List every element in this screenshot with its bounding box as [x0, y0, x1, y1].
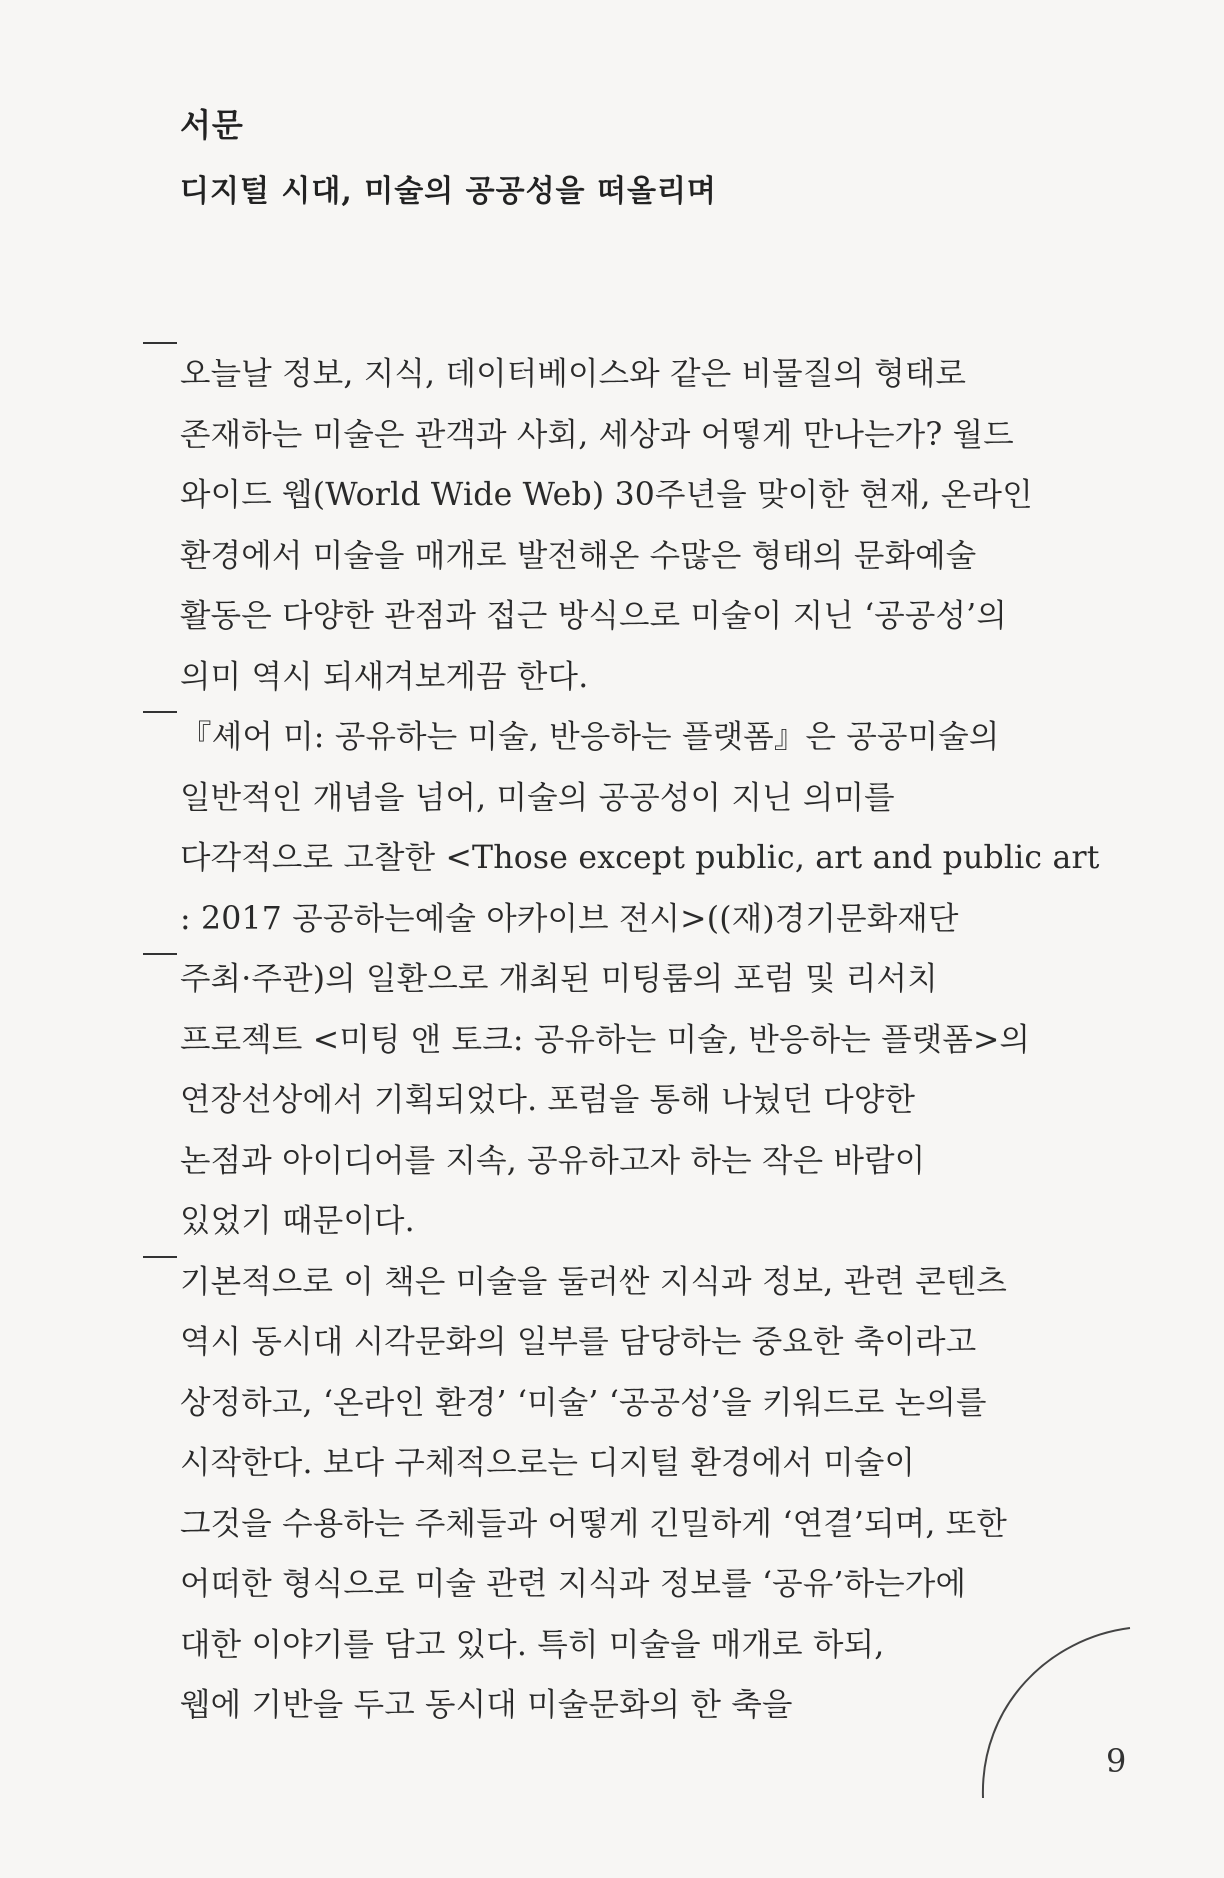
- paragraph-dash-marker: [143, 1256, 177, 1258]
- text-line: 기본적으로 이 책은 미술을 둘러싼 지식과 정보, 관련 콘텐츠: [180, 1263, 1008, 1300]
- text-line: 시작한다. 보다 구체적으로는 디지털 환경에서 미술이: [180, 1445, 916, 1481]
- text-line: 상정하고, ‘온라인 환경’ ‘미술’ ‘공공성’을 키워드로 논의를: [180, 1384, 987, 1421]
- paragraph-dash-marker: [143, 711, 177, 713]
- text-line: 의미 역시 되새겨보게끔 한다.: [180, 658, 589, 695]
- text-line: 웹에 기반을 두고 동시대 미술문화의 한 축을: [180, 1687, 793, 1723]
- section-label: 서문: [180, 106, 244, 144]
- text-line: 그것을 수용하는 주체들과 어떻게 긴밀하게 ‘연결’되며, 또한: [180, 1505, 1008, 1542]
- paragraph-2: [180, 707, 1110, 949]
- text-line: 존재하는 미술은 관객과 사회, 세상과 어떻게 만나는가? 월드: [180, 416, 1014, 453]
- paragraph-dash-marker: [143, 953, 177, 955]
- text-line: 와이드 웹(World Wide Web) 30주년을 맞이한 현재, 온라인: [180, 477, 1033, 513]
- text-line: 주최·주관)의 일환으로 개최된 미팅룸의 포럼 및 리서치: [180, 961, 938, 997]
- text-line: 프로젝트 <미팅 앤 토크: 공유하는 미술, 반응하는 플랫폼>의: [180, 1021, 1031, 1058]
- body-text: [180, 344, 1110, 1736]
- text-line: 활동은 다양한 관점과 접근 방식으로 미술이 지닌 ‘공공성’의: [180, 598, 1008, 634]
- text-line: 환경에서 미술을 매개로 발전해온 수많은 형태의 문화예술: [180, 537, 977, 574]
- paragraph-1: [180, 344, 1110, 707]
- text-line: 있었기 때문이다.: [180, 1203, 415, 1239]
- paragraph-3: [180, 949, 1110, 1252]
- text-line: 『셰어 미: 공유하는 미술, 반응하는 플랫폼』은 공공미술의: [180, 719, 1000, 755]
- text-line: 논점과 아이디어를 지속, 공유하고자 하는 작은 바람이: [180, 1142, 926, 1179]
- paragraph-dash-marker: [143, 342, 177, 344]
- text-line: 역시 동시대 시각문화의 일부를 담당하는 중요한 축이라고: [180, 1324, 977, 1360]
- text-line: 연장선상에서 기획되었다. 포럼을 통해 나눴던 다양한: [180, 1082, 916, 1118]
- text-line: 대한 이야기를 담고 있다. 특히 미술을 매개로 하되,: [180, 1626, 885, 1663]
- page-number: 9: [1106, 1742, 1127, 1780]
- section-title: 디지털 시대, 미술의 공공성을 떠올리며: [180, 174, 717, 209]
- text-line: : 2017 공공하는예술 아카이브 전시>((재)경기문화재단: [180, 900, 959, 937]
- text-line: 오늘날 정보, 지식, 데이터베이스와 같은 비물질의 형태로: [180, 356, 967, 392]
- text-line: 다각적으로 고찰한 <Those except public, art and public art: [180, 840, 1100, 876]
- text-line: 일반적인 개념을 넘어, 미술의 공공성이 지닌 의미를: [180, 779, 895, 816]
- text-line: 어떠한 형식으로 미술 관련 지식과 정보를 ‘공유’하는가에: [180, 1566, 967, 1602]
- decorative-arc: [960, 1610, 1160, 1810]
